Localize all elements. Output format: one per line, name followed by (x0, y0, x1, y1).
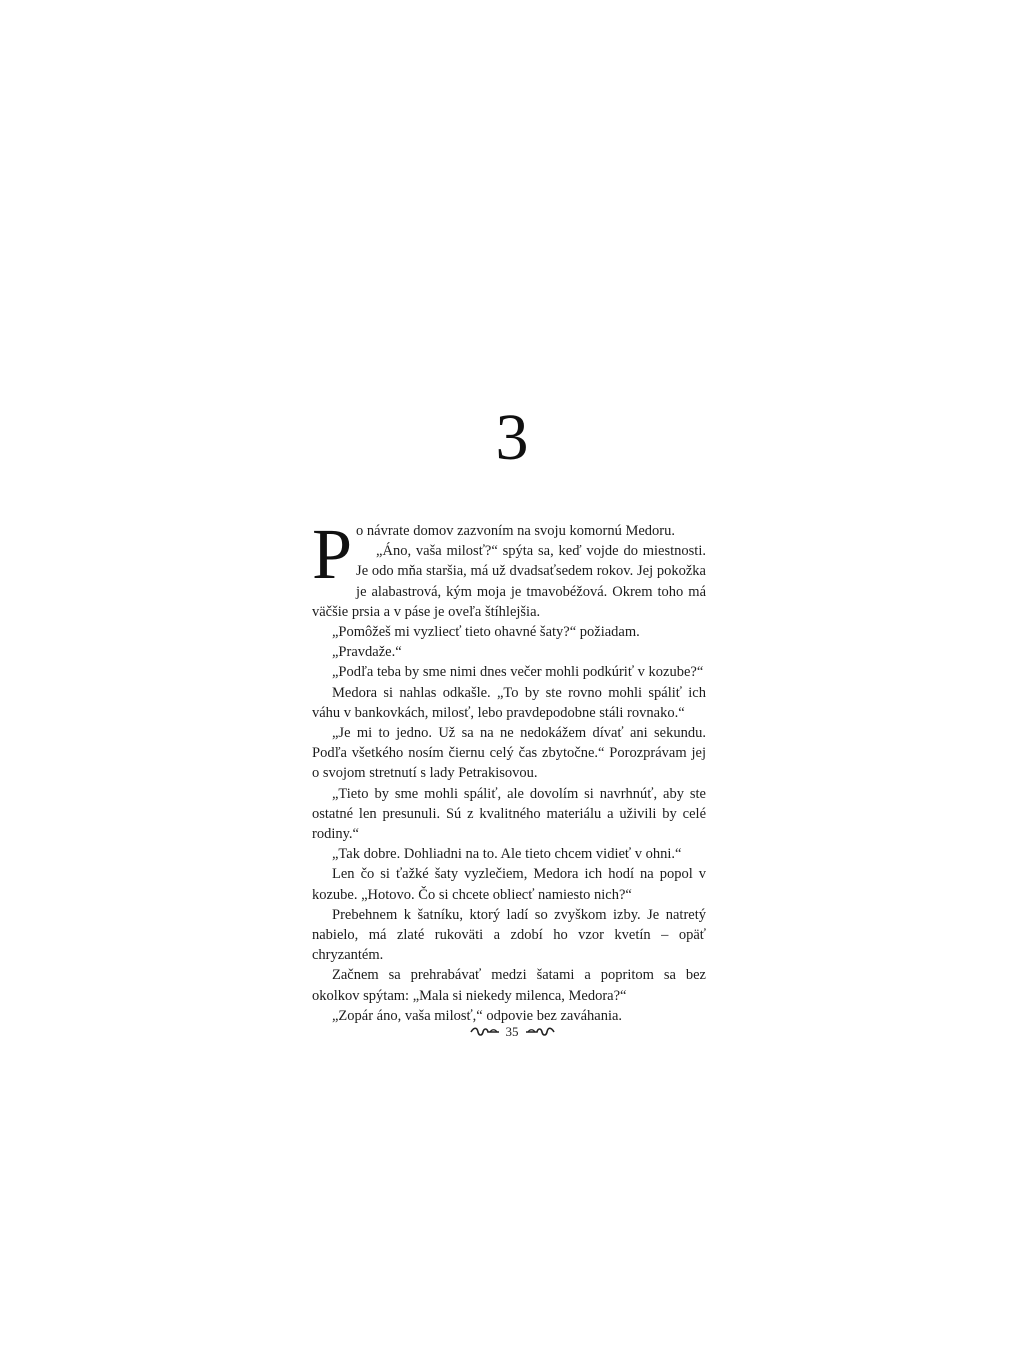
paragraph-1-text: o návrate domov zazvoním na svoju komornú Medoru. (356, 523, 675, 539)
left-flourish-icon (470, 1026, 500, 1038)
chapter-number: 3 (495, 401, 529, 474)
chapter-body (312, 514, 706, 1026)
page-number: 35 (505, 1024, 519, 1039)
paragraph-8: „Tieto by sme mohli spáliť, ale dovolím si navrhnúť, aby ste ostatné len presunuli. Sú z kvalitného materiálu a uživili by celé rodiny.“ (312, 785, 706, 843)
paragraph-10: Len čo si ťažké šaty vyzlečiem, Medora ich hodí na popol v kozube. „Hotovo. Čo si chcete obliecť namiesto nich?“ (312, 866, 706, 903)
paragraph-4: „Pravdaže.“ (332, 644, 402, 661)
paragraph-7: „Je mi to jedno. Už sa na ne nedokážem dívať ani sekundu. Podľa všetkého nosím čiernu celý čas zbytočne.“ Porozprávam jej o svojom stretnutí s lady Petrakisovou. (312, 725, 706, 782)
paragraph-6: Medora si nahlas odkašle. „To by ste rovno mohli spáliť ich váhu v bankovkách, milosť, lebo pravdepodobne stáli rovnako.“ (312, 684, 706, 721)
paragraph-9: „Tak dobre. Dohliadni na to. Ale tieto chcem vidieť v ohni.“ (332, 846, 682, 863)
paragraph-3: „Pomôžeš mi vyzliecť tieto ohavné šaty?“ požiadam. (332, 624, 640, 641)
paragraph-2: „Áno, vaša milosť?“ spýta sa, keď vojde do miestnosti. Je odo mňa staršia, má už dvadsaťsedem rokov. Jej pokožka je alabastrová, kým moja je tmavobéžová. Okrem toho má väčšie prsia a v páse je oveľa štíhlejšia. (312, 543, 706, 620)
drop-cap: P (312, 514, 353, 594)
right-flourish-icon (525, 1026, 555, 1038)
paragraph-11: Prebehnem k šatníku, ktorý ladí so zvyškom izby. Je natretý nabielo, má zlaté rukoväti a zdobí ho vzor kvetín – opäť chryzantém. (312, 906, 706, 964)
paragraph-13: „Zopár áno, vaša milosť,“ odpovie bez zaváhania. (332, 1007, 623, 1024)
paragraph-12: Začnem sa prehrabávať medzi šatami a popritom sa bez okolkov spýtam: „Mala si niekedy milenca, Medora?“ (312, 967, 706, 1004)
paragraph-5: „Podľa teba by sme nimi dnes večer mohli podkúriť v kozube?“ (332, 664, 704, 681)
page-footer (0, 1024, 1024, 1040)
